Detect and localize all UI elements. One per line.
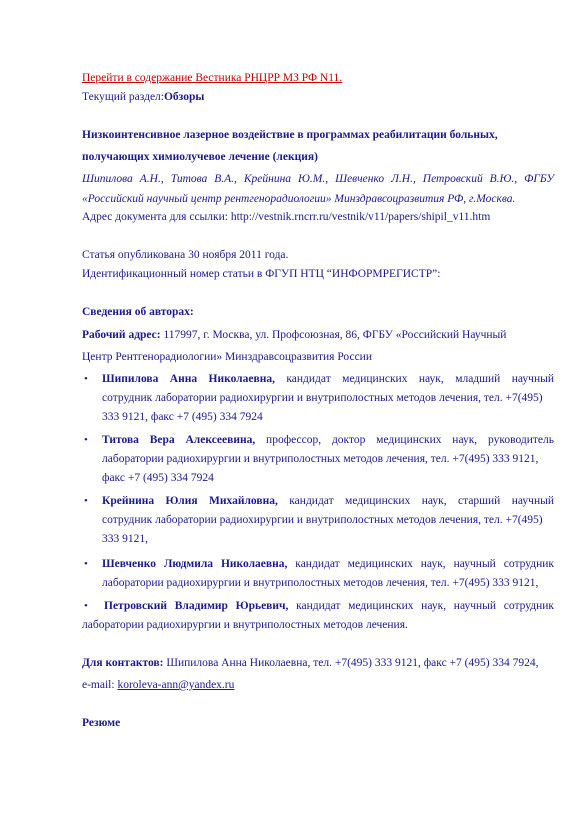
author-5-title: кандидат медицинских наук, научный сотрудник <box>288 600 554 612</box>
author-1-name: Шипилова Анна Николаевна, <box>102 373 275 385</box>
author-1-title: кандидат медицинских наук, младший научный <box>274 373 554 385</box>
work-address-label: Рабочий адрес: <box>82 329 161 341</box>
author-4-title: кандидат медицинских наук, научный сотрудник <box>287 558 554 570</box>
email-link[interactable]: koroleva-ann@yandex.ru <box>117 679 235 691</box>
summary-heading: Резюме <box>82 717 121 729</box>
current-section-prefix: Текущий раздел: <box>82 91 164 103</box>
bullet-icon: • <box>84 600 88 612</box>
registration-id: Идентификационный номер статьи в ФГУП НТЦ “ИНФОРМРЕГИСТР”: <box>82 268 441 280</box>
bullet-icon: • <box>84 558 88 570</box>
authors-info-heading: Сведения об авторах: <box>82 306 194 318</box>
author-5-line-2: лаборатории радиохирургии и внутриполостных методов лечения. <box>82 619 408 631</box>
publication-date: Статья опубликована 30 ноября 2011 года. <box>82 249 289 261</box>
author-5-line-1 <box>104 599 554 613</box>
back-to-contents-link[interactable]: Перейти в содержание Вестника РНЦРР МЗ РФ N11. <box>82 72 343 84</box>
author-2-line-1 <box>102 433 554 447</box>
author-3-line-3: 333 9121, <box>102 533 148 545</box>
author-2-name: Титова Вера Алексеевина, <box>102 434 256 446</box>
document-address: Адрес документа для ссылки: http://vestnik.rncrr.ru/vestnik/v11/papers/shipil_v11.htm <box>82 211 491 223</box>
bullet-icon: • <box>84 495 88 507</box>
article-title-line-2: получающих химиолучевое лечение (лекция) <box>82 151 318 163</box>
current-section <box>82 90 204 104</box>
article-authors-line-2: «Российский научный центр рентгенорадиологии» Минздравсоцразвития РФ, г.Москва. <box>82 193 516 205</box>
email-line <box>82 678 234 692</box>
author-4-line-1 <box>102 557 554 571</box>
author-3-title: кандидат медицинских наук, старший научный <box>277 495 554 507</box>
author-4-name: Шевченко Людмила Николаевна, <box>102 558 288 570</box>
article-authors-line-1: Шипилова А.Н., Титова В.А., Крейнина Ю.М., Шевченко Л.Н., Петровский В.Ю., ФГБУ <box>82 173 554 185</box>
author-2-line-3: факс +7 (495) 334 7924 <box>102 472 214 484</box>
author-5-name: Петровский Владимир Юрьевич, <box>104 600 289 612</box>
author-1-line-3: 333 9121, факс +7 (495) 334 7924 <box>102 411 263 423</box>
work-address-line-2: Центр Рентгенорадиологии» Минздравсоцразвития России <box>82 351 372 363</box>
bullet-icon: • <box>84 434 88 446</box>
author-2-line-2: лаборатории радиохирургии и внутриполостных методов лечения, тел. +7(495) 333 9121, <box>102 453 539 465</box>
author-3-line-2: сотрудник лаборатории радиохирургии и внутриполостных методов лечения, тел. +7(495) <box>102 514 543 526</box>
author-1-line-1 <box>102 372 554 386</box>
author-2-title: профессор, доктор медицинских наук, руководитель <box>255 434 554 446</box>
author-3-name: Крейнина Юлия Михайловна, <box>102 495 278 507</box>
current-section-name: Обзоры <box>163 91 205 103</box>
work-address-text: 117997, г. Москва, ул. Профсоюзная, 86, ФГБУ «Российский Научный <box>160 329 507 341</box>
author-4-line-2: лаборатории радиохирургии и внутриполостных методов лечения, тел. +7(495) 333 9121, <box>102 577 539 589</box>
bullet-icon: • <box>84 373 88 385</box>
email-prefix: e-mail: <box>82 679 118 691</box>
contacts-label: Для контактов: <box>82 657 164 669</box>
author-3-line-1 <box>102 494 554 508</box>
work-address-line-1 <box>82 328 506 342</box>
contacts-line <box>82 656 538 670</box>
author-1-line-2: сотрудник лаборатории радиохирургии и внутриполостных методов лечения, тел. +7(495) <box>102 392 543 404</box>
article-title-line-1: Низкоинтенсивное лазерное воздействие в программах реабилитации больных, <box>82 129 498 141</box>
contacts-text: Шипилова Анна Николаевна, тел. +7(495) 333 9121, факс +7 (495) 334 7924, <box>163 657 539 669</box>
